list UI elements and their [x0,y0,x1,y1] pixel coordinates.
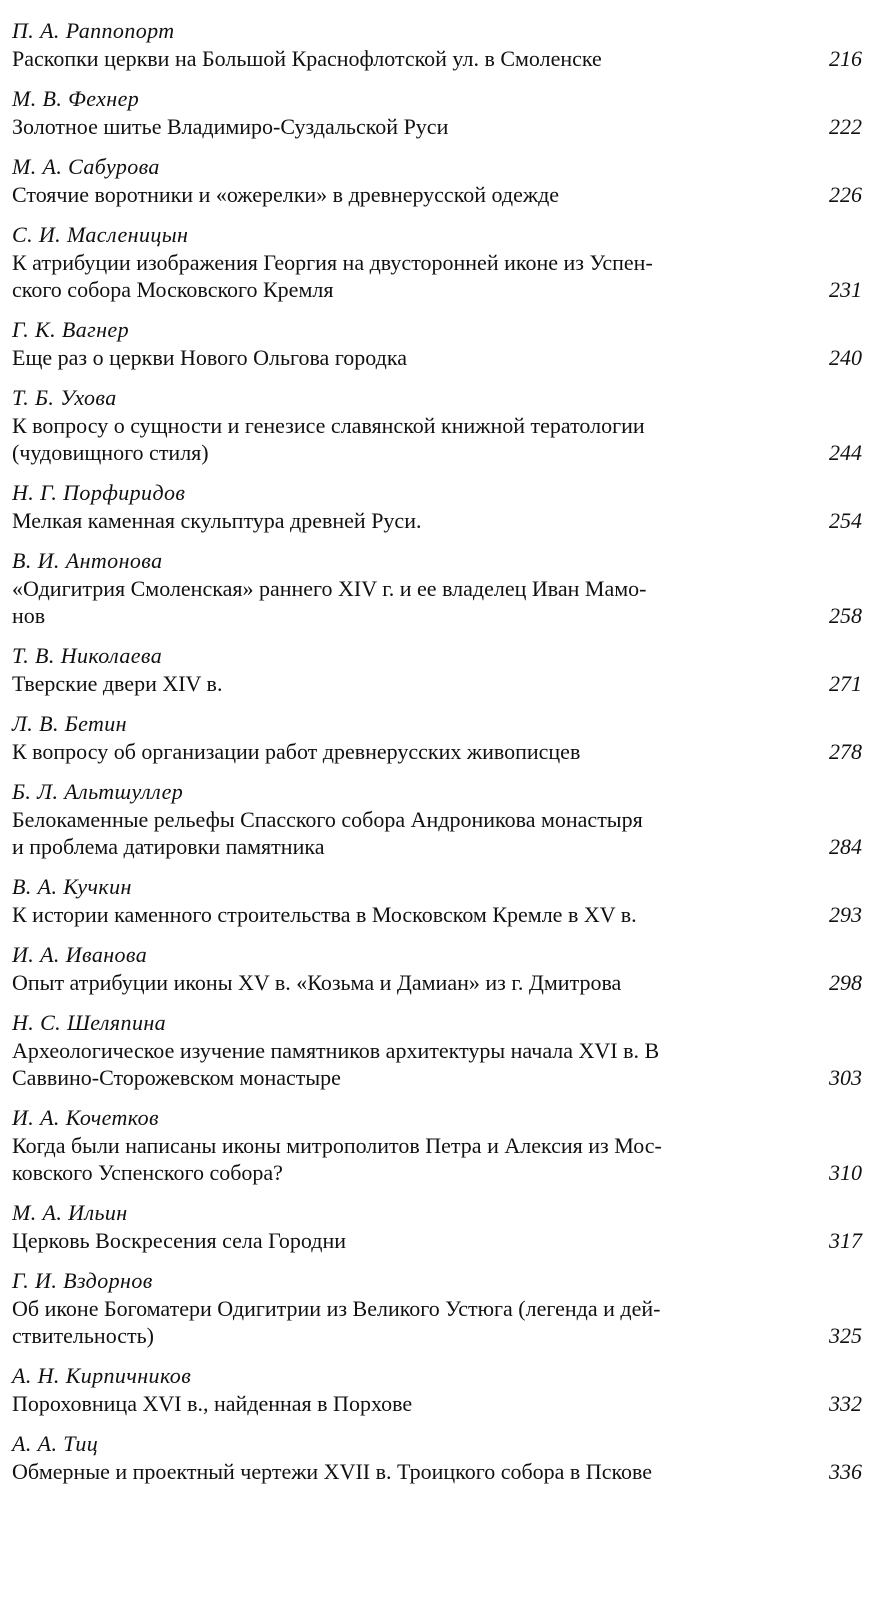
entry-title-line: Стоячие воротники и «ожерелки» в древнерусской одежде [12,182,560,207]
entry-author: В. И. Антонова [12,548,163,573]
entry-title-line: Мелкая каменная скульптура древней Руси. [12,508,422,533]
entry-page-number: 222 [829,114,862,139]
entry-title-line: Саввино-Сторожевском монастыре [12,1065,341,1090]
entry-title [12,575,787,629]
toc-entry [12,709,862,765]
entry-title [12,45,787,72]
entry-title-line: (чудовищного стиля) [12,440,209,465]
entry-author: М. В. Фехнер [12,86,140,111]
entry-title-line: К вопросу об организации работ древнерусских живописцев [12,739,581,764]
entry-author: Т. В. Николаева [12,643,163,668]
entry-page-number: 278 [829,739,862,764]
entry-title-line: ствительность) [12,1323,154,1348]
entry-title-line: К вопросу о сущности и генезисе славянской книжной тератологии [12,413,645,438]
entry-page-number: 317 [829,1228,862,1253]
entry-title-line: Когда были написаны иконы митрополитов Петра и Алексия из Мос- [12,1133,662,1158]
entry-page-number: 332 [829,1391,862,1416]
entry-title [12,1132,787,1186]
toc-entry [12,1429,862,1485]
entry-title [12,670,787,697]
entry-title-line: Опыт атрибуции иконы XV в. «Козьма и Дамиан» из г. Дмитрова [12,970,622,995]
entry-title [12,1295,787,1349]
entry-title [12,901,787,928]
entry-page-number: 240 [829,345,862,370]
toc-entry [12,1198,862,1254]
entry-page-number: 254 [829,508,862,533]
entry-title [12,1458,787,1485]
entry-author: Н. Г. Порфиридов [12,480,186,505]
entry-title [12,806,787,860]
entry-page-number: 258 [829,603,862,628]
toc-entry [12,1103,862,1186]
entry-author: Л. В. Бетин [12,711,127,736]
entry-title-line: Тверские двери XIV в. [12,671,223,696]
entry-page-number: 226 [829,182,862,207]
entry-title [12,507,787,534]
table-of-contents [12,16,862,1497]
entry-title [12,1390,787,1417]
entry-title-line: К атрибуции изображения Георгия на двусторонней иконе из Успен- [12,250,653,275]
entry-title-line: Пороховница XVI в., найденная в Порхове [12,1391,413,1416]
entry-title [12,412,787,466]
toc-entry [12,1361,862,1417]
entry-title [12,181,787,208]
toc-entry [12,1008,862,1091]
entry-author: М. А. Сабурова [12,154,160,179]
toc-entry [12,641,862,697]
entry-title-line: «Одигитрия Смоленская» раннего XIV г. и ее владелец Иван Мамо- [12,576,647,601]
entry-title [12,249,787,303]
entry-title [12,738,787,765]
entry-page-number: 271 [829,671,862,696]
entry-title [12,1037,787,1091]
entry-author: Т. Б. Ухова [12,385,117,410]
entry-author: В. А. Кучкин [12,874,132,899]
entry-author: И. А. Кочетков [12,1105,159,1130]
entry-title-line: Еще раз о церкви Нового Ольгова городка [12,345,407,370]
entry-title-line: Белокаменные рельефы Спасского собора Андроникова монастыря [12,807,643,832]
entry-title [12,344,787,371]
toc-entry [12,383,862,466]
entry-author: А. А. Тиц [12,1431,99,1456]
entry-title [12,1227,787,1254]
entry-author: Г. И. Вздорнов [12,1268,153,1293]
entry-author: А. Н. Кирпичников [12,1363,192,1388]
toc-entry [12,940,862,996]
entry-title-line: Обмерные и проектный чертежи XVII в. Троицкого собора в Пскове [12,1459,653,1484]
entry-title-line: и проблема датировки памятника [12,834,325,859]
toc-entry [12,478,862,534]
toc-entry [12,16,862,72]
entry-title-line: Об иконе Богоматери Одигитрии из Великого Устюга (легенда и дей- [12,1296,661,1321]
entry-author: Г. К. Вагнер [12,317,129,342]
entry-page-number: 293 [829,902,862,927]
entry-title-line: нов [12,603,46,628]
entry-author: Б. Л. Альтшуллер [12,779,184,804]
entry-author: М. А. Ильин [12,1200,128,1225]
entry-page-number: 325 [829,1323,862,1348]
entry-author: И. А. Иванова [12,942,148,967]
toc-entry [12,546,862,629]
entry-title [12,113,787,140]
entry-author: П. А. Раппопорт [12,18,175,43]
entry-title-line: Церковь Воскресения села Городни [12,1228,347,1253]
entry-title-line: ковского Успенского собора? [12,1160,283,1185]
entry-title-line: К истории каменного строительства в Московском Кремле в XV в. [12,902,637,927]
entry-title-line: Археологическое изучение памятников архитектуры начала XVI в. В [12,1038,660,1063]
toc-entry [12,84,862,140]
entry-page-number: 231 [829,277,862,302]
toc-entry [12,777,862,860]
entry-author: С. И. Масленицын [12,222,189,247]
toc-entry [12,872,862,928]
entry-page-number: 336 [829,1459,862,1484]
toc-entry [12,152,862,208]
entry-title-line: Раскопки церкви на Большой Краснофлотской ул. в Смоленске [12,46,602,71]
entry-title [12,969,787,996]
toc-entry [12,315,862,371]
entry-page-number: 310 [829,1160,862,1185]
entry-author: Н. С. Шеляпина [12,1010,167,1035]
entry-page-number: 298 [829,970,862,995]
entry-page-number: 284 [829,834,862,859]
entry-page-number: 216 [829,46,862,71]
entry-page-number: 303 [829,1065,862,1090]
toc-entry [12,1266,862,1349]
toc-entry [12,220,862,303]
entry-page-number: 244 [829,440,862,465]
entry-title-line: Золотное шитье Владимиро-Суздальской Руси [12,114,449,139]
entry-title-line: ского собора Московского Кремля [12,277,334,302]
